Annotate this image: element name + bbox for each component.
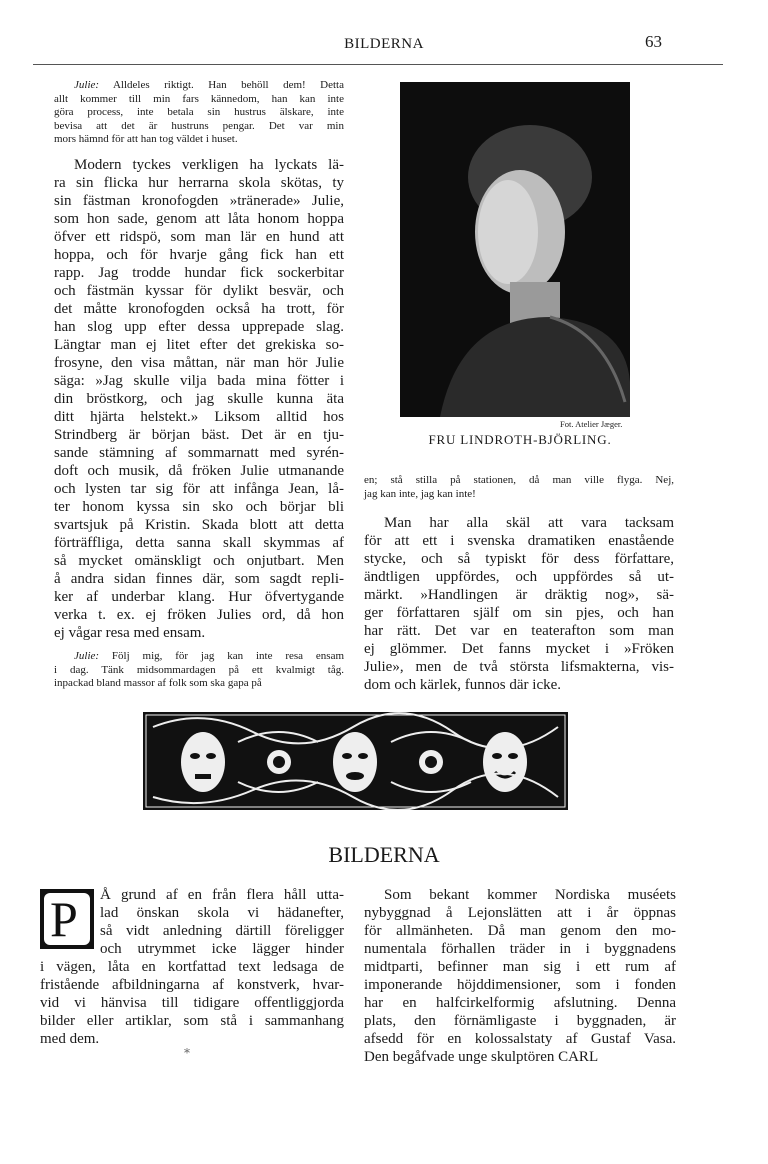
speaker-name: Julie: xyxy=(74,649,100,662)
text-line: svartsjuk på Kristin. Skada blott att detta xyxy=(54,516,344,533)
text-line: Längtar man ej litet efter det grekiska so- xyxy=(54,336,344,353)
section-title: BILDERNA xyxy=(328,842,440,867)
text-line: fristående afbildningarna af konstverk, hvar- xyxy=(40,977,344,993)
text-line: och lysten tar sig för att infånga Jean, lå- xyxy=(54,480,344,497)
text-line: lad önskan skola vi hädanefter, xyxy=(100,905,344,921)
text-line: frosyne, den visa måttan, när man hör Julie xyxy=(54,354,344,371)
text-line: vid vi hänvisa till tidigare offentliggjorda xyxy=(40,995,344,1011)
text-line: afsedd för en kolossalstaty af Gustaf Vasa. xyxy=(364,1031,676,1047)
section-left-column xyxy=(40,886,344,1048)
text-line: ej glömmer. Det fanns mycket i »Fröken xyxy=(364,641,674,658)
text-line: förträffliga, detta sanna skall skymmas af xyxy=(54,534,344,551)
text-line xyxy=(54,650,344,664)
text-line: midtparti, befinner man sig i ett rum af xyxy=(364,959,676,975)
text-line: Å grund af en från flera håll utta- xyxy=(100,887,344,903)
text-line: säga: »Jag skulle vilja bada mina fötter i xyxy=(54,372,344,389)
text-line: för allmänheten. Då man genom den mo- xyxy=(364,923,676,939)
text-line: sin fästman kronofogden »tränerade» Julie, xyxy=(54,192,344,209)
text-line: i dag. Tänk midsommardagen på ett kvalmigt tåg. xyxy=(54,663,344,676)
text-line: märkt. »Handlingen är dräktig nog», sä- xyxy=(364,587,674,604)
portrait-photo xyxy=(400,82,630,417)
dialogue-quote xyxy=(54,79,344,147)
speaker-name: Julie: xyxy=(74,79,100,91)
body-paragraph xyxy=(54,156,344,642)
text-line: stycke, och så typiskt för dess författare, xyxy=(364,551,674,568)
text-line: Strindberg är början bäst. Det är en tju- xyxy=(54,426,344,443)
text-line: numentala förhallen träder in i byggnadens xyxy=(364,941,676,957)
header-rule xyxy=(33,64,723,65)
text-line: Den begåfvade unge skulptören CARL xyxy=(364,1049,599,1065)
text-line: så mycket omänskligt och onjutbart. Men xyxy=(54,552,344,569)
body-paragraph xyxy=(40,958,344,1048)
text-line xyxy=(54,79,344,93)
text-line: göra process, inte betala sin hustrus älskare, inte xyxy=(54,106,344,119)
dropcap-letter: P xyxy=(50,891,78,947)
dialogue-quote xyxy=(54,650,344,691)
text-line: plats, den förnämligaste i byggnaden, är xyxy=(364,1013,676,1029)
text-line: bilder eller artiklar, som stå i sammanhang xyxy=(40,1013,344,1029)
body-paragraph-opening xyxy=(100,886,344,958)
text-line: Man har alla skäl att vara tacksam xyxy=(384,515,674,532)
text-line: å andra sidan finnes där, som sagdt repli- xyxy=(54,570,344,587)
text-line: hoppa, och för hvarje gång fick han ett xyxy=(54,246,344,263)
section-separator: * xyxy=(184,1046,190,1060)
text-line: nybyggnad å Lejonslätten att i år öppnas xyxy=(364,905,676,921)
text-line: bevisa att det är hustruns pengar. Det var min xyxy=(54,119,344,132)
text-line: han slog upp efter dessa upprepade slag. xyxy=(54,318,344,335)
text-line: för att ett i svenska dramatiken enastående xyxy=(364,533,674,550)
text-line: det måtte kronofogden också ha trott, för xyxy=(54,300,344,317)
page-number: 63 xyxy=(645,32,662,51)
text-line: allt kommer till min fars kännedom, han kan inte xyxy=(54,92,344,105)
text-line: ker af underbar klang. Hur öfvertygande xyxy=(54,588,344,605)
text-line: öfver ett ridspö, som man lär en hund att xyxy=(54,228,344,245)
text-line: sande stämning af sommarnatt med syrén- xyxy=(54,444,344,461)
text-line: ger författaren själf om sin pjes, och han xyxy=(364,605,674,622)
right-column xyxy=(364,474,674,694)
text-line: ej vågar resa med ensam. xyxy=(54,624,206,641)
line-text: Alldeles riktigt. Han behöll dem! Detta xyxy=(112,79,344,91)
text-line: rapp. Jag trodde hundar fick sockerbitar xyxy=(54,264,344,281)
running-head: BILDERNA xyxy=(344,36,424,52)
text-line: verka t. ex. ej fröken Julies ord, då hon xyxy=(54,606,344,623)
body-paragraph xyxy=(364,886,676,1066)
line-text: Följ mig, för jag kan inte resa ensam xyxy=(111,649,345,662)
section-right-column xyxy=(364,886,676,1066)
text-line: ter honom kyssa sin sko och börjar bli xyxy=(54,498,344,515)
text-line: Julie», men de två största lifsmakterna, vis- xyxy=(364,659,674,676)
text-line: imponerande höjddimensioner, som i fonden xyxy=(364,977,676,993)
text-line: din bröstkorg, och jag skulle kunna äta xyxy=(54,390,344,407)
photo-caption: FRU LINDROTH-BJÖRLING. xyxy=(428,432,612,447)
text-line: och utrymmet icke lägger hinder xyxy=(100,941,344,957)
text-line: har rätt. Det var en teaterafton som man xyxy=(364,623,674,640)
text-line: doft och musik, då fröken Julie utmanande xyxy=(54,462,344,479)
left-column xyxy=(54,79,344,691)
text-line: i vägen, låta en kortfattad text ledsaga de xyxy=(40,959,344,975)
text-line: jag kan inte, jag kan inte! xyxy=(364,487,476,500)
text-line: som hon sade, genom att låta honom hoppa xyxy=(54,210,344,227)
text-line: ditt hjärta helstekt.» Liksom alltid hos xyxy=(54,408,344,425)
text-line: en; stå stilla på stationen, då man ville flyga. Nej, xyxy=(364,474,674,486)
text-line: och fästmän kyssar för dylikt besvär, och xyxy=(54,282,344,299)
text-line: så vidt anledning därtill föreligger xyxy=(100,923,344,939)
text-line: dom och kärlek, funnos där icke. xyxy=(364,677,562,694)
text-line: ra sin flicka hur herrarna skola skötas, ty xyxy=(54,174,344,191)
decorative-mask-frieze xyxy=(143,712,568,810)
body-paragraph xyxy=(364,514,674,694)
text-line: med dem. xyxy=(40,1031,100,1047)
text-line: Som bekant kommer Nordiska muséets xyxy=(384,887,676,903)
text-line: har en halfcirkelformig afslutning. Denna xyxy=(364,995,676,1011)
photo-credit: Fot. Atelier Jæger. xyxy=(560,419,623,429)
text-line: inpackad bland massor af folk som ska gapa på xyxy=(54,677,262,690)
text-line: mors hämnd för att han tog väldet i huset. xyxy=(54,133,238,146)
text-line: Modern tyckes verkligen ha lyckats lä- xyxy=(74,156,344,173)
text-line: ändtligen uppfördes, och uppfördes så ut- xyxy=(364,569,674,586)
dialogue-quote-continued xyxy=(364,474,674,501)
